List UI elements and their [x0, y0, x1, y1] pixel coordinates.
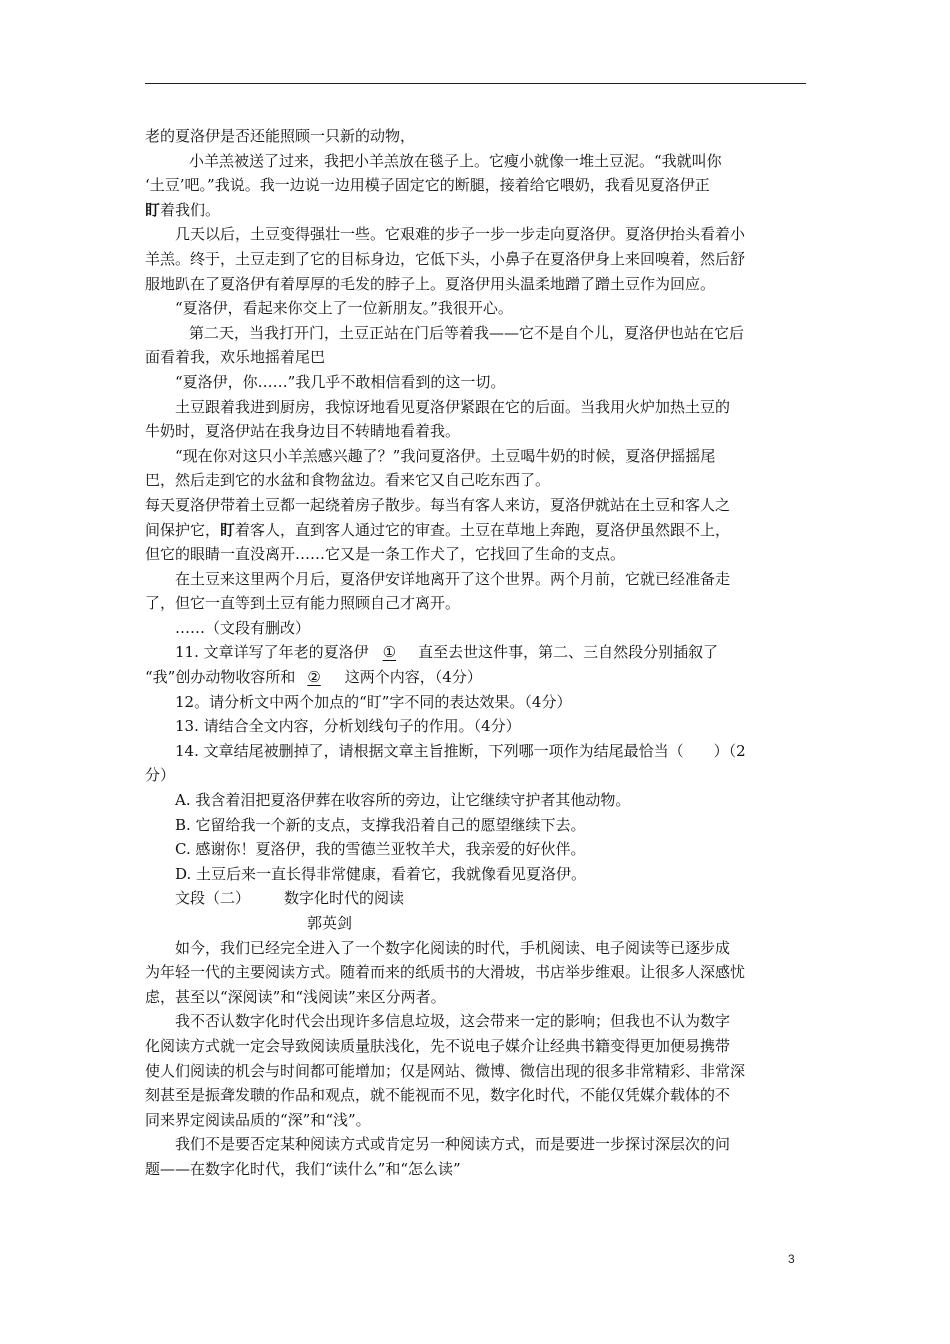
line-text: 间保护它，: [145, 520, 221, 539]
paragraph-line: “夏洛伊，看起来你交上了一位新朋友。”我很开心。: [175, 299, 513, 318]
paragraph-line: 化阅读方式就一定会导致阅读质量肤浅化，先不说电子媒介让经典书籍变得更加便易携带: [145, 1036, 731, 1055]
paragraph-line: 虑，甚至以“深阅读”和“浅阅读”来区分两者。: [145, 987, 446, 1006]
paragraph-line: 了，但它一直等到土豆有能力照顾自己才离开。: [145, 594, 461, 613]
blank-marker: ①: [382, 643, 397, 662]
question-12: 12。请分析文中两个加点的“盯”字不同的表达效果。（4分）: [175, 692, 572, 711]
paragraph-line: [145, 518, 806, 543]
blank-marker: ②: [307, 668, 321, 687]
header-rule: [145, 83, 806, 84]
paragraph-line: 老的夏洛伊是否还能照顾一只新的动物，: [145, 127, 416, 145]
line-text: 着客人，直到客人通过它的审查。土豆在草地上奔跑，夏洛伊虽然跟不上，: [235, 520, 731, 539]
question-text: “我”创办动物收容所和: [145, 668, 296, 687]
page-number: 3: [788, 1252, 795, 1266]
paragraph-line: 我们不是要否定某种阅读方式或肯定另一种阅读方式，而是要进一步探讨深层次的问: [175, 1135, 731, 1154]
paragraph-line: 但它的眼睛一直没离开……它又是一条工作犬了，它找回了生命的支点。: [145, 545, 626, 564]
document-body: [145, 124, 806, 1182]
option-c: C. 感谢你！夏洛伊，我的雪德兰亚牧羊犬，我亲爱的好伙伴。: [175, 840, 586, 859]
question-14-cont: 分）: [145, 766, 176, 785]
answer-blank-1: [369, 640, 418, 665]
paragraph-line: 面看着我，欢乐地摇着尾巴: [145, 348, 326, 367]
paragraph-line: 巴，然后走到它的水盆和食物盆边。看来它又自己吃东西了。: [145, 471, 551, 490]
paragraph-line: 我不否认数字化时代会出现许多信息垃圾，这会带来一定的影响；但我也不认为数字: [175, 1012, 731, 1031]
paragraph-line: 羊羔。终于，土豆走到了它的目标身边，它低下头，小鼻子在夏洛伊身上来回嗅着，然后舒: [145, 249, 746, 268]
line-text: 着我们。: [160, 200, 221, 219]
option-d: D. 土豆后来一直长得非常健康，看着它，我就像看见夏洛伊。: [175, 864, 587, 883]
paragraph-line: “现在你对这只小羊羔感兴趣了？”我问夏洛伊。土豆喝牛奶的时候，夏洛伊摇摇尾: [175, 446, 716, 465]
paragraph-line: ‘土豆’吧。”我说。我一边说一边用模子固定它的断腿，接着给它喂奶，我看见夏洛伊正: [145, 176, 710, 195]
question-11-cont: [145, 665, 806, 690]
question-text: 直至去世这件事，第二、三自然段分别插叙了: [418, 643, 719, 662]
question-text: 11. 文章详写了年老的夏洛伊: [175, 643, 369, 662]
paragraph-line: 题——在数字化时代，我们“读什么”和“怎么读”: [145, 1159, 461, 1178]
paragraph-line: 小羊羔被送了过来，我把小羊羔放在毯子上。它瘦小就像一堆土豆泥。“我就叫你: [189, 151, 722, 170]
paragraph-line: 在土豆来这里两个月后，夏洛伊安详地离开了这个世界。两个月前，它就已经准备走: [175, 569, 731, 588]
paragraph-line: 土豆跟着我进到厨房，我惊讶地看见夏洛伊紧跟在它的后面。当我用火炉加热土豆的: [175, 397, 731, 416]
paragraph-line: 第二天，当我打开门，土豆正站在门后等着我——它不是自个儿，夏洛伊也站在它后: [189, 323, 745, 342]
section-heading: [145, 886, 806, 911]
dotted-word: 盯: [145, 200, 161, 219]
section-title: 数字化时代的阅读: [284, 889, 405, 908]
paragraph-line: 服地趴在了夏洛伊有着厚厚的毛发的脖子上。夏洛伊用头温柔地蹭了蹭土豆作为回应。: [145, 274, 716, 293]
answer-blank-2: [295, 665, 344, 690]
paragraph-line: 同来界定阅读品质的“深”和“浅”。: [145, 1110, 371, 1129]
section-author: 郭英剑: [307, 914, 353, 932]
paragraph-line: 使人们阅读的机会与时间都可能增加；仅是网站、微博、微信出现的很多非常精彩、非常深: [145, 1061, 746, 1080]
question-13: 13. 请结合全文内容，分析划线句子的作用。（4分）: [175, 717, 521, 736]
paragraph-line: 如今，我们已经完全进入了一个数字化阅读的时代，手机阅读、电子阅读等已逐步成: [175, 938, 731, 957]
option-a: A. 我含着泪把夏洛伊葬在收容所的旁边，让它继续守护者其他动物。: [175, 791, 631, 810]
option-b: B. 它留给我一个新的支点，支撑我沿着自己的愿望继续下去。: [175, 815, 586, 834]
paragraph-line: 刻甚至是振聋发聩的作品和观点，就不能视而不见，数字化时代，不能仅凭媒介载体的不: [145, 1086, 731, 1105]
paragraph-line: ……（文段有删改）: [175, 618, 311, 637]
question-text: 这两个内容，（4分）: [344, 668, 482, 687]
paragraph-line: 为年轻一代的主要阅读方式。随着而来的纸质书的大滑坡，书店举步维艰。让很多人深感忧: [145, 963, 746, 982]
paragraph-line: 几天以后，土豆变得强壮一些。它艰难的步子一步一步走向夏洛伊。夏洛伊抬头看着小: [175, 225, 746, 244]
question-11: [145, 640, 806, 665]
paragraph-line: [145, 198, 806, 223]
paragraph-line: 每天夏洛伊带着土豆都一起绕着房子散步。每当有客人来访，夏洛伊就站在土豆和客人之: [145, 495, 731, 514]
paragraph-line: “夏洛伊，你……”我几乎不敢相信看到的这一切。: [175, 372, 506, 391]
dotted-word: 盯: [220, 520, 236, 539]
paragraph-line: 牛奶时，夏洛伊站在我身边目不转睛地看着我。: [145, 422, 461, 441]
question-14: 14. 文章结尾被删掉了，请根据文章主旨推断，下列哪一项作为结尾最恰当（ ）（2: [175, 741, 746, 760]
section-label: 文段（二）: [175, 889, 251, 908]
